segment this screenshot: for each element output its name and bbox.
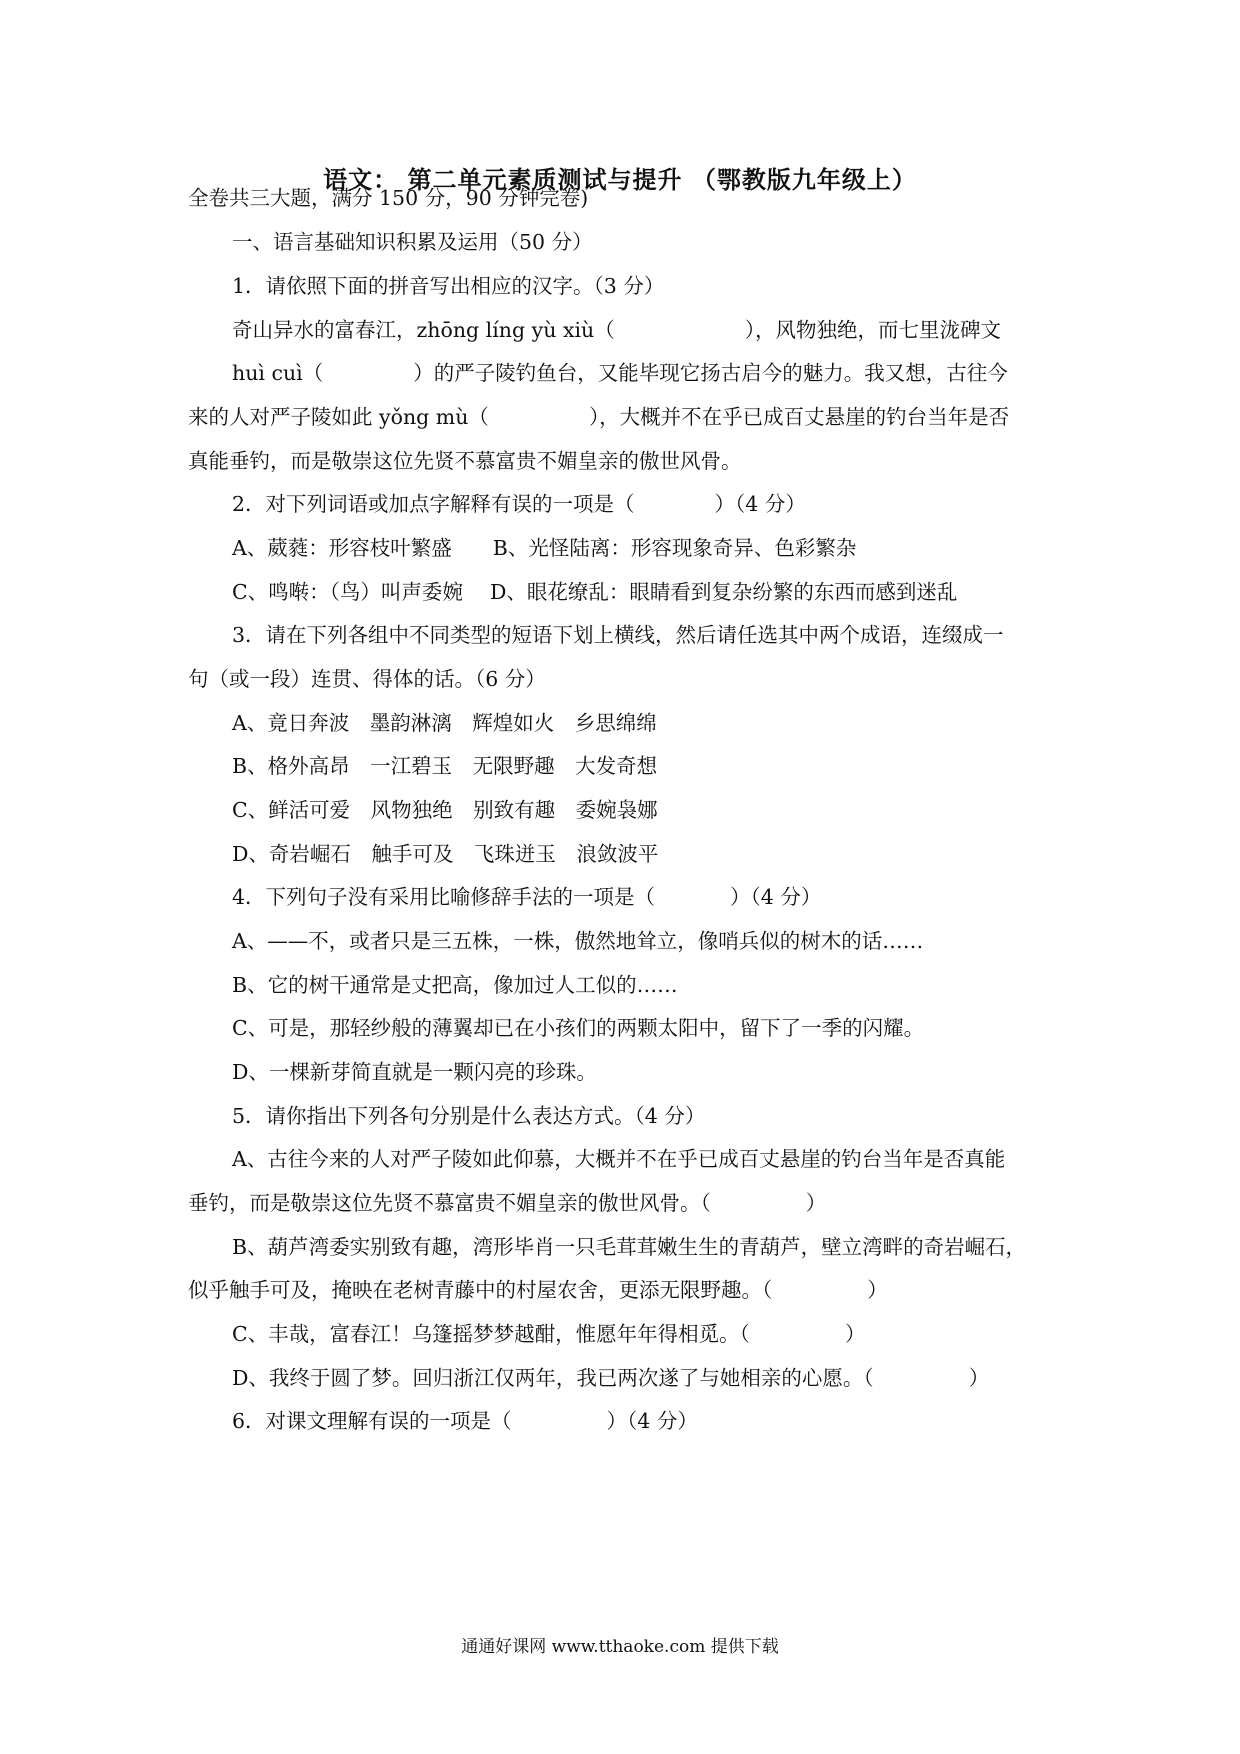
q3-option: A、竟日奔波 墨韵淋漓 辉煌如火 乡思绵绵 bbox=[232, 711, 657, 735]
q3-option: D、奇岩崛石 触手可及 飞珠迸玉 浪敛波平 bbox=[232, 842, 659, 866]
q4-option: A、——不，或者只是三五株，一株，傲然地耸立，像哨兵似的树木的话…… bbox=[232, 929, 924, 953]
q2-text: ）（4 分） bbox=[714, 492, 806, 516]
q5-text: D、我终于圆了梦。回归浙江仅两年，我已两次遂了与她相亲的心愿。（ bbox=[232, 1366, 874, 1390]
q5-option bbox=[188, 1275, 888, 1305]
exam-intro: 全卷共三大题，满分 150 分，90 分钟完卷) bbox=[188, 186, 589, 210]
q5-text: C、丰哉，富春江！乌篷摇梦梦越酣，惟愿年年得相觅。（ bbox=[232, 1322, 750, 1346]
q1-text: huì cuì（ bbox=[232, 361, 324, 385]
q1-text: 来的人对严子陵如此 yǒng mù（ bbox=[188, 405, 489, 429]
q6-text: ）（4 分） bbox=[606, 1409, 698, 1433]
q2-option-row: A、葳蕤：形容枝叶繁盛 B、光怪陆离：形容现象奇异、色彩繁杂 bbox=[232, 536, 857, 560]
q5-option: A、古往今来的人对严子陵如此仰慕，大概并不在乎已成百丈悬崖的钓台当年是否真能 bbox=[232, 1147, 1006, 1171]
q5-text: 似乎触手可及，掩映在老树青藤中的村屋农舍，更添无限野趣。（ bbox=[188, 1278, 773, 1302]
q1-paragraph-line bbox=[188, 402, 1009, 432]
q4-stem bbox=[232, 882, 821, 912]
q2-option-row: C、鸣啭：（鸟）叫声委婉 D、眼花缭乱：眼睛看到复杂纷繁的东西而感到迷乱 bbox=[232, 580, 958, 604]
q5-text: ） bbox=[844, 1322, 866, 1346]
q6-text: 6．对课文理解有误的一项是（ bbox=[232, 1409, 512, 1433]
q5-text: ） bbox=[867, 1278, 888, 1302]
q6-stem bbox=[232, 1406, 698, 1436]
q3-option: C、鲜活可爱 风物独绝 别致有趣 委婉袅娜 bbox=[232, 798, 658, 822]
q4-option: C、可是，那轻纱般的薄翼却已在小孩们的两颗太阳中，留下了一季的闪耀。 bbox=[232, 1016, 925, 1040]
q4-option: D、一棵新芽简直就是一颗闪亮的珍珠。 bbox=[232, 1060, 597, 1084]
q1-text: ）的严子陵钓鱼台，又能毕现它扬古启今的魅力。我又想，古往今 bbox=[413, 361, 1008, 385]
page-title: 语文： 第二单元素质测试与提升 （鄂教版九年级上） bbox=[323, 166, 917, 194]
q5-text: ） bbox=[805, 1191, 827, 1215]
q1-paragraph-line bbox=[232, 358, 1008, 388]
q4-text: ）（4 分） bbox=[730, 885, 822, 909]
q1-text: 奇山异水的富春江，zhōng líng yù xiù（ bbox=[232, 318, 615, 342]
q4-option: B、它的树干通常是丈把高，像加过人工似的…… bbox=[232, 973, 678, 997]
q5-option: B、葫芦湾委实别致有趣，湾形毕肖一只毛茸茸嫩生生的青葫芦，壁立湾畔的奇岩崛石， bbox=[232, 1235, 1027, 1259]
q1-paragraph-line: 真能垂钓，而是敬崇这位先贤不慕富贵不媚皇亲的傲世风骨。 bbox=[188, 449, 742, 473]
q5-stem: 5．请你指出下列各句分别是什么表达方式。（4 分） bbox=[232, 1104, 706, 1128]
q5-option bbox=[188, 1188, 826, 1218]
q5-text: ） bbox=[968, 1366, 990, 1390]
q3-stem: 3．请在下列各组中不同类型的短语下划上横线，然后请任选其中两个成语，连缀成一 bbox=[232, 623, 1004, 647]
q2-stem bbox=[232, 489, 806, 519]
q1-text: ），风物独绝，而七里泷碑文 bbox=[744, 318, 1002, 342]
q1-stem: 1．请依照下面的拼音写出相应的汉字。（3 分） bbox=[232, 274, 665, 298]
q1-paragraph-line bbox=[232, 315, 1001, 345]
page-footer: 通通好课网 www.tthaoke.com 提供下载 bbox=[461, 1637, 779, 1657]
q3-option: B、格外高昂 一江碧玉 无限野趣 大发奇想 bbox=[232, 754, 658, 778]
q2-text: 2．对下列词语或加点字解释有误的一项是（ bbox=[232, 492, 635, 516]
q4-text: 4．下列句子没有采用比喻修辞手法的一项是（ bbox=[232, 885, 656, 909]
q1-text: ），大概并不在乎已成百丈悬崖的钓台当年是否 bbox=[588, 405, 1010, 429]
q5-option bbox=[232, 1319, 865, 1349]
q5-text: 垂钓，而是敬崇这位先贤不慕富贵不媚皇亲的傲世风骨。（ bbox=[188, 1191, 711, 1215]
q3-stem: 句（或一段）连贯、得体的话。（6 分） bbox=[188, 667, 546, 691]
q5-option bbox=[232, 1363, 989, 1393]
section-heading: 一、语言基础知识积累及运用（50 分） bbox=[232, 230, 593, 254]
